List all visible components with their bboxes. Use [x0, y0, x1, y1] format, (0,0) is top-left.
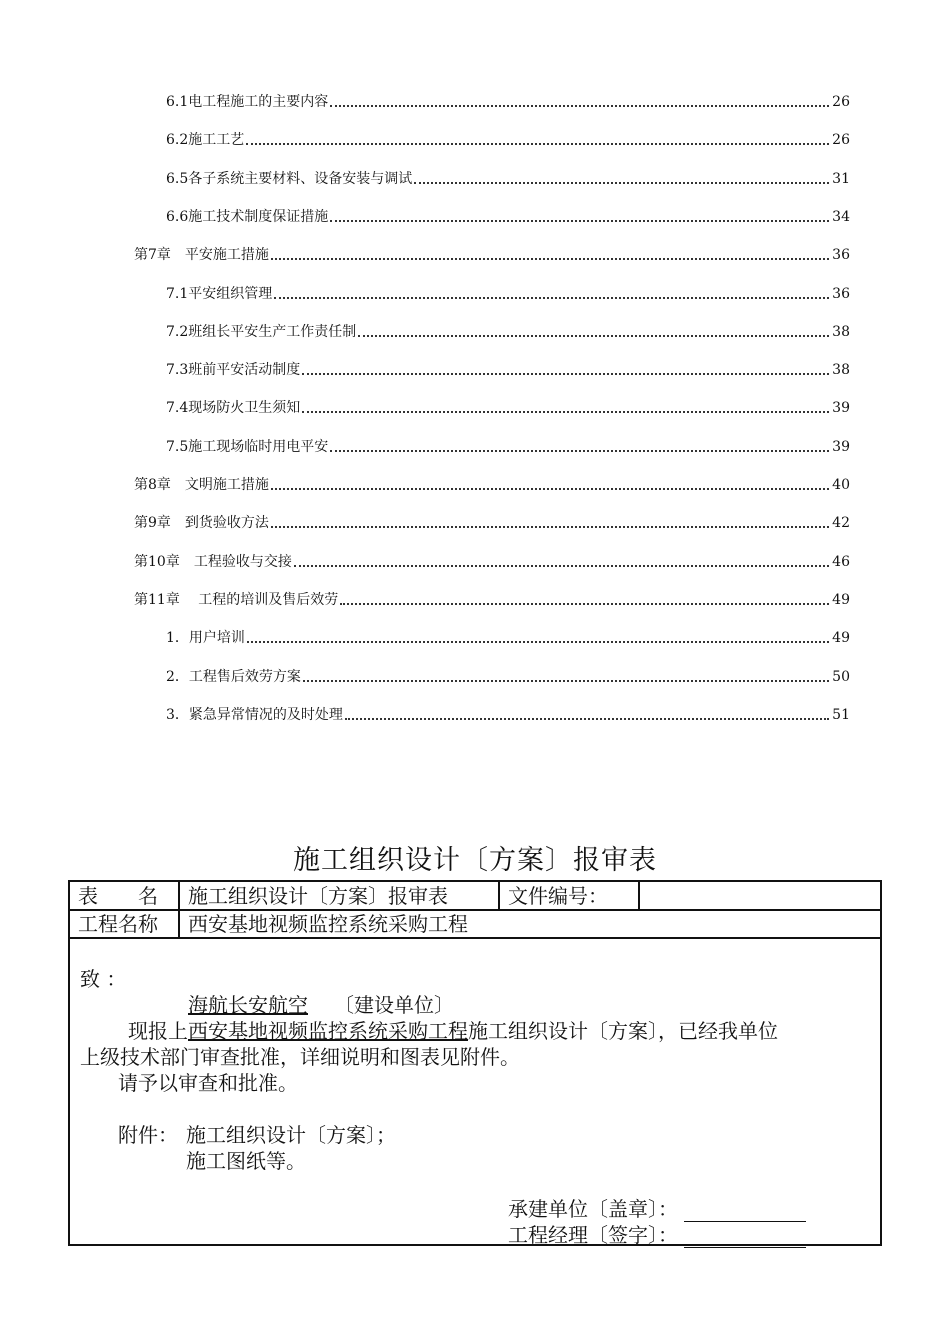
- toc-entry[interactable]: [166, 360, 850, 380]
- toc-entry[interactable]: [134, 552, 850, 572]
- para-start: 现报上: [128, 1019, 188, 1043]
- toc-entry-page: 39: [832, 439, 850, 455]
- toc-entry[interactable]: [134, 475, 850, 495]
- contractor-seal-label: 承建单位〔盖章〕：: [508, 1197, 678, 1221]
- toc-leader-dots: [247, 641, 829, 643]
- table-name-label: 表 名: [78, 884, 158, 908]
- project-name-value: 西安基地视频监控系统采购工程: [188, 912, 468, 936]
- toc-entry[interactable]: [134, 513, 850, 533]
- project-name-label: 工程名称: [78, 912, 158, 936]
- toc-entry[interactable]: [166, 667, 850, 687]
- toc-entry-title: 第11章 工程的培训及售后效劳: [134, 592, 339, 608]
- toc-entry-title: 6.2施工工艺: [166, 132, 245, 148]
- toc-entry-title: 3．紧急异常情况的及时处理: [166, 707, 343, 723]
- toc-leader-dots: [302, 411, 829, 413]
- toc-entry[interactable]: [166, 207, 850, 227]
- form-title: 施工组织设计〔方案〕报审表: [293, 845, 657, 876]
- approval-form: [68, 880, 882, 1246]
- toc-entry[interactable]: [134, 590, 850, 610]
- contractor-seal-line: [508, 1196, 806, 1222]
- toc-entry-title: 7.1平安组织管理: [166, 286, 273, 302]
- toc-leader-dots: [330, 220, 829, 222]
- toc-entry-title: 7.3班前平安活动制度: [166, 362, 301, 378]
- doc-number-label: 文件编号：: [508, 884, 608, 908]
- attachment-item: 施工组织设计〔方案〕；: [186, 1123, 396, 1147]
- toc-entry-title: 第10章 工程验收与交接: [134, 554, 292, 570]
- toc-entry[interactable]: [166, 92, 850, 112]
- toc-entry-title: 第9章 到货验收方法: [134, 515, 269, 531]
- toc-entry-page: 26: [832, 94, 850, 110]
- para-end: 施工组织设计〔方案〕，已经我单位: [468, 1019, 778, 1043]
- toc-entry-title: 7.5施工现场临时用电平安: [166, 439, 329, 455]
- toc-leader-dots: [340, 603, 829, 605]
- contractor-seal-blank: [684, 1203, 806, 1222]
- toc-entry-title: 1．用户培训: [166, 630, 245, 646]
- toc-entry-page: 50: [832, 669, 850, 685]
- toc-entry-page: 34: [832, 209, 850, 225]
- toc-leader-dots: [246, 143, 829, 145]
- toc-entry-page: 51: [832, 707, 850, 723]
- toc-entry-title: 6.1电工程施工的主要内容: [166, 94, 329, 110]
- toc-entry-page: 42: [832, 515, 850, 531]
- form-col-divider: [178, 882, 180, 937]
- toc-leader-dots: [294, 565, 829, 567]
- toc-entry-page: 38: [832, 362, 850, 378]
- toc-leader-dots: [303, 680, 829, 682]
- toc-entry-page: 49: [832, 592, 850, 608]
- toc-entry[interactable]: [166, 322, 850, 342]
- toc-leader-dots: [330, 450, 829, 452]
- form-col-divider: [638, 882, 640, 909]
- toc-entry-page: 46: [832, 554, 850, 570]
- manager-sign-blank: [684, 1229, 806, 1248]
- para-project: 西安基地视频监控系统采购工程: [188, 1019, 468, 1043]
- toc-leader-dots: [414, 182, 829, 184]
- submission-paragraph-line2: 上级技术部门审查批准，详细说明和图表见附件。: [80, 1045, 520, 1069]
- toc-entry-page: 26: [832, 132, 850, 148]
- toc-entry-title: 6.5各子系统主要材料、设备安装与调试: [166, 171, 413, 187]
- toc-entry-page: 40: [832, 477, 850, 493]
- request-text: 请予以审查和批准。: [118, 1071, 298, 1095]
- manager-sign-line: [508, 1222, 806, 1248]
- toc-leader-dots: [274, 297, 829, 299]
- addressee-prefix: 致 ：: [80, 967, 127, 991]
- toc-entry[interactable]: [166, 169, 850, 189]
- recipient-name: 海航长安航空: [188, 993, 308, 1017]
- recipient-line: [166, 992, 454, 1018]
- toc-entry-title: 7.4现场防火卫生须知: [166, 400, 301, 416]
- toc-entry[interactable]: [166, 705, 850, 725]
- toc-entry[interactable]: [166, 628, 850, 648]
- toc-entry-page: 39: [832, 400, 850, 416]
- toc-entry[interactable]: [166, 284, 850, 304]
- toc-leader-dots: [271, 488, 829, 490]
- toc-leader-dots: [330, 105, 829, 107]
- toc-leader-dots: [271, 526, 829, 528]
- toc-entry[interactable]: [134, 245, 850, 265]
- toc-entry[interactable]: [166, 437, 850, 457]
- toc-entry-title: 第8章 文明施工措施: [134, 477, 269, 493]
- manager-sign-label: 工程经理〔签字〕：: [508, 1223, 678, 1247]
- submission-paragraph: [128, 1018, 778, 1044]
- toc-leader-dots: [302, 373, 829, 375]
- toc-entry-title: 6.6施工技术制度保证措施: [166, 209, 329, 225]
- form-col-divider: [498, 882, 500, 909]
- toc-leader-dots: [271, 258, 829, 260]
- table-name-value: 施工组织设计〔方案〕报审表: [188, 884, 448, 908]
- toc-leader-dots: [358, 335, 829, 337]
- attachment-label: 附件：: [118, 1123, 178, 1147]
- toc-entry-page: 36: [832, 247, 850, 263]
- toc-entry[interactable]: [166, 398, 850, 418]
- toc-entry-page: 49: [832, 630, 850, 646]
- toc-entry-page: 31: [832, 171, 850, 187]
- attachment-item: 施工图纸等。: [186, 1149, 306, 1173]
- recipient-role: 〔建设单位〕: [334, 993, 454, 1017]
- toc-entry-title: 第7章 平安施工措施: [134, 247, 269, 263]
- toc-entry-page: 38: [832, 324, 850, 340]
- toc-entry-title: 7.2班组长平安生产工作责任制: [166, 324, 357, 340]
- toc-entry-title: 2．工程售后效劳方案: [166, 669, 301, 685]
- toc-leader-dots: [345, 718, 829, 720]
- toc-entry[interactable]: [166, 130, 850, 150]
- toc-entry-page: 36: [832, 286, 850, 302]
